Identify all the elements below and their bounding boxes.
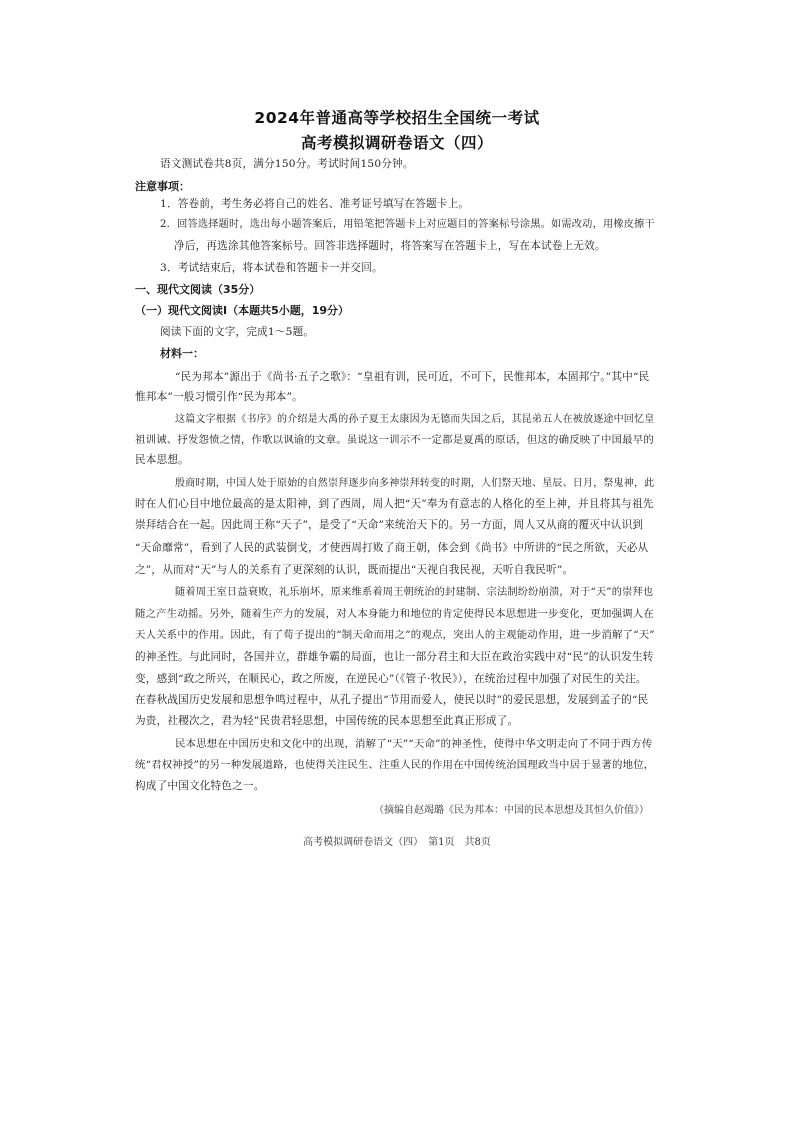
passage-line: 崇拜结合在一起。因此周王称“天子”，是受了“天命”来统治天下的。另一方面，周人又从商的覆灭中认识到 (135, 519, 644, 531)
reading-instruction: 阅读下面的文字，完成1～5题。 (160, 326, 315, 338)
section-heading: 一、现代文阅读（35分） (135, 283, 261, 296)
subsection-heading: （一）现代文阅读Ⅰ（本题共5小题，19分） (135, 304, 350, 317)
notice-heading: 注意事项： (135, 180, 190, 193)
passage-line: 天人关系中的作用。因此，有了荀子提出的“制天命而用之”的观点，突出人的主观能动作用，进一步消解了“天” (135, 629, 655, 641)
exam-subtitle: 高考模拟调研卷语文（四） (300, 134, 493, 152)
passage-line: “民为邦本”源出于《尚书·五子之歌》：“皇祖有训，民可近，不可下，民惟邦本，本固邦宁。”其中“民 (175, 371, 650, 383)
passage-line: 殷商时期，中国人处于原始的自然崇拜逐步向多神崇拜转变的时期，人们祭天地、星辰、日月，祭鬼神，此 (175, 478, 655, 489)
passage-line: 时在人们心目中地位最高的是太阳神，到了西周，周人把“天”奉为有意志的人格化的至上神，并且将其与祖先 (135, 498, 654, 510)
passage-line: “天命靡常”，看到了人民的武装倒戈，才使西周打败了商王朝，体会到《尚书》中所讲的“民之所欲，天必从 (135, 542, 649, 554)
passage-line: 民本思想在中国历史和文化中的出现，消解了“天”“天命”的神圣性，使得中华文明走向了不同于西方传 (175, 738, 653, 750)
passage-line: 在春秋战国历史发展和思想争鸣过程中，从孔子提出“节用而爱人，使民以时”的爱民思想，发展到孟子的“民 (135, 694, 649, 706)
passage-line: 统“君权神授”的另一种发展道路，也使得关注民生、注重人民的作用在中国传统治国理政当中居于显著的地位， (135, 759, 655, 771)
passage-line: 惟邦本”一般习惯引作“民为邦本”。 (135, 391, 303, 403)
passage-line: 为贵，社稷次之，君为轻”民贵君轻思想，中国传统的民本思想至此真正形成了。 (135, 715, 519, 727)
exam-intro: 语文测试卷共8页，满分150分。考试时间150分钟。 (160, 158, 414, 170)
material-label: 材料一： (160, 347, 204, 360)
notice-item-1: 1．答卷前，考生务必将自己的姓名、准考证号填写在答题卡上。 (160, 198, 470, 210)
exam-title: 2024年普通高等学校招生全国统一考试 (254, 109, 540, 127)
passage-line: 祖训诫、抒发怨愤之情，作歌以讽谕的文章。虽说这一训示不一定都是夏禹的原话，但这的确反映了中国最早的 (135, 434, 654, 446)
passage-line: 的神圣性。与此同时，各国并立，群雄争霸的局面，也让一部分君主和大臣在政治实践中对“民”的认识发生转 (135, 651, 654, 663)
passage-source: （摘编自赵竭璐《民为邦本：中国的民本思想及其恒久价值》） (374, 805, 649, 816)
passage-line: 随着周王室日益衰败，礼乐崩坏，原来维系着周王朝统治的封建制、宗法制纷纷崩溃，对于“天”的崇拜也 (175, 587, 654, 598)
notice-item-2: 2．回答选择题时，选出每小题答案后，用铅笔把答题卡上对应题目的答案标号涂黑。如需改动，用橡皮擦干 (160, 219, 655, 230)
passage-line: 随之产生动摇。另外，随着生产力的发展，对人本身能力和地位的肯定使得民本思想进一步变化，更加强调人在 (135, 608, 654, 620)
passage-line: 变，感到“政之所兴，在顺民心，政之所废，在逆民心”（《管子·牧民》），在统治过程中加强了对民生的关注。 (135, 673, 647, 685)
passage-line: 之”，从而对“天”与人的关系有了更深刻的认识，既而提出“天视自我民视，天听自我民听”。 (135, 564, 574, 576)
passage-line: 这篇文字根据《书序》的介绍是大禹的孙子夏王太康因为无德而失国之后，其昆弟五人在被放逐途中回忆皇 (175, 414, 655, 425)
passage-line: 民本思想。 (135, 454, 189, 466)
page-footer: 高考模拟调研卷语文（四） 第1页 共8页 (303, 837, 491, 848)
passage-line: 构成了中国文化特色之一。 (135, 780, 265, 792)
notice-item-3: 3．考试结束后，将本试卷和答题卡一并交回。 (160, 262, 383, 274)
notice-item-2-continued: 净后，再选涂其他答案标号。回答非选择题时，将答案写在答题卡上，写在本试卷上无效。 (174, 240, 606, 252)
